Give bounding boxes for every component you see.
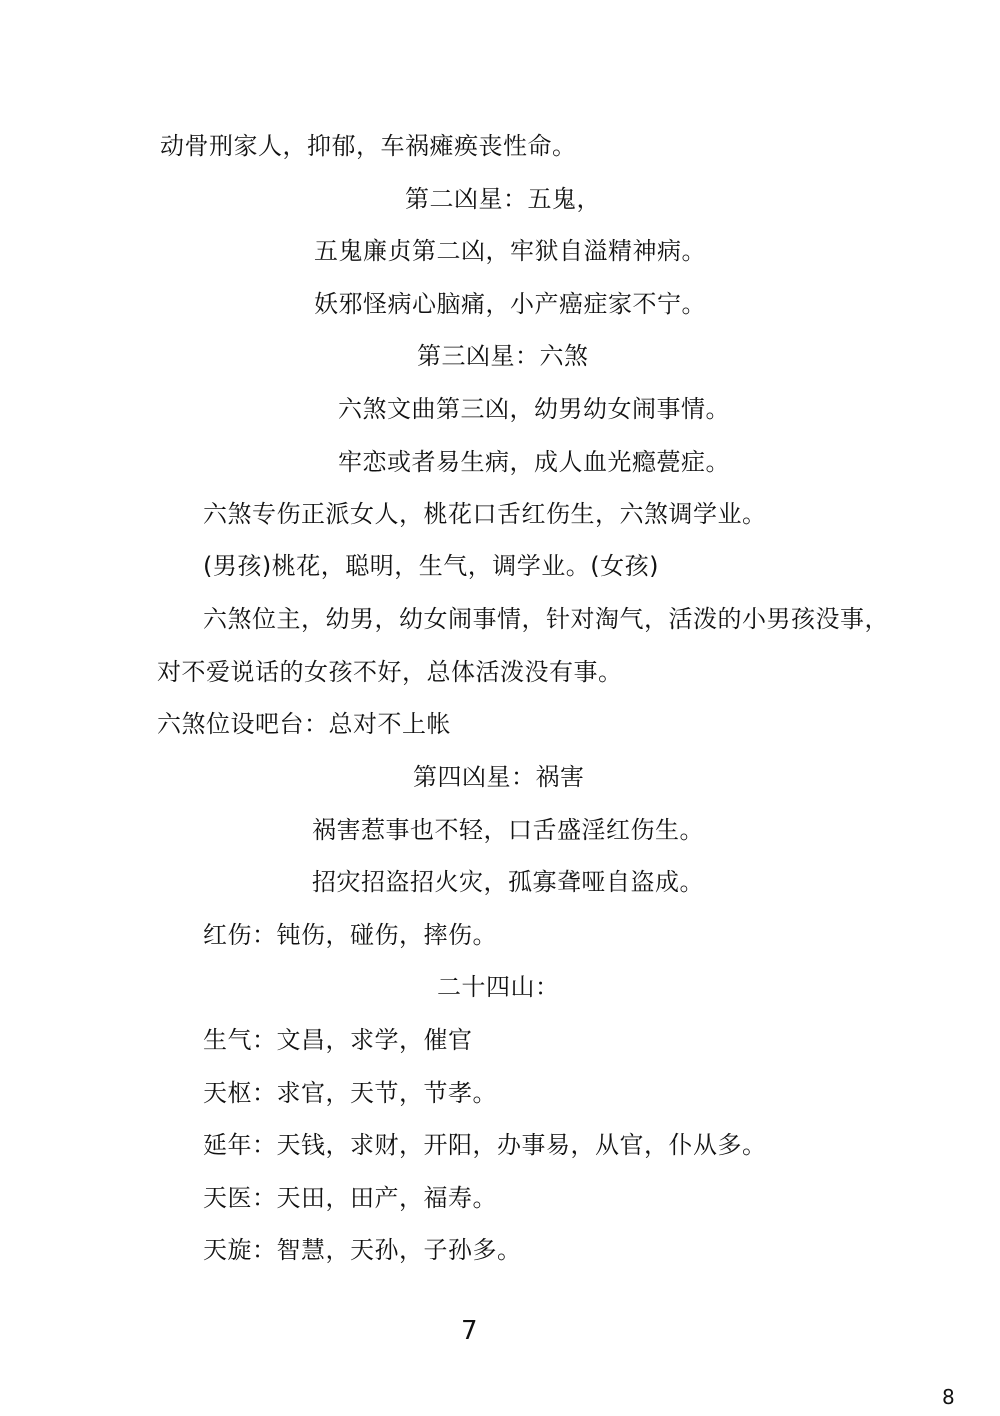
verse-line: 牢恋或者易生病，成人血光瘾甍症。 [338,448,730,476]
text-line: 天旋：智慧，天孙，子孙多。 [203,1236,522,1264]
text-line: 生气：文昌，求学，催官 [203,1026,473,1054]
text-line: 延年：天钱，求财，开阳，办事易，从官，仆从多。 [203,1131,767,1159]
text-line: 天医：天田，田产，福寿。 [203,1184,497,1212]
section-heading: 第四凶星：祸害 [413,763,585,791]
text-line: 天枢：求官，天节，节孝。 [203,1079,497,1107]
verse-line: 五鬼廉贞第二凶，牢狱自溢精神病。 [314,237,706,265]
text-line: 六煞位主，幼男，幼女闹事情，针对淘气，活泼的小男孩没事， [203,605,889,633]
verse-line: 六煞文曲第三凶，幼男幼女闹事情。 [338,395,730,423]
section-heading: 第三凶星：六煞 [417,342,589,370]
section-heading: 二十四山： [437,973,560,1001]
verse-line: 妖邪怪病心脑痛，小产癌症家不宁。 [314,290,706,318]
text-line: 动骨刑家人，抑郁，车祸瘫痪丧性命。 [160,132,577,160]
verse-line: 祸害惹事也不轻，口舌盛淫红伤生。 [312,816,704,844]
page-number: 7 [461,1316,478,1346]
text-line: (男孩)桃花，聪明，生气，调学业。(女孩) [203,552,659,580]
verse-line: 招灾招盗招火灾，孤寡聋哑自盗成。 [312,868,704,896]
text-line: 对不爱说话的女孩不好，总体活泼没有事。 [157,658,623,686]
text-line: 六煞专伤正派女人，桃花口舌红伤生，六煞调学业。 [203,500,767,528]
scan-page-number: 8 [942,1385,955,1409]
text-line: 红伤：钝伤，碰伤，摔伤。 [203,921,497,949]
section-heading: 第二凶星：五鬼， [405,185,601,213]
text-line: 六煞位设吧台：总对不上帐 [157,710,451,738]
